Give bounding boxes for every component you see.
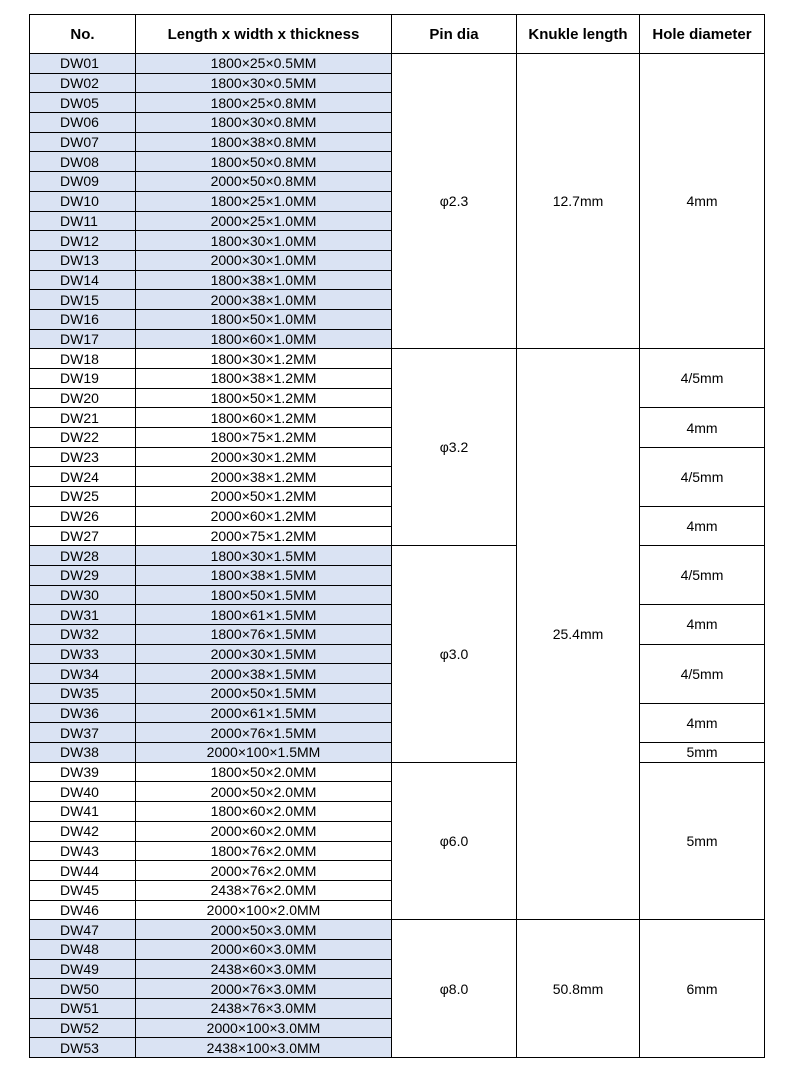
cell-model-no: DW48 [30, 939, 136, 959]
cell-dimensions: 2000×76×2.0MM [136, 861, 392, 881]
cell-model-no: DW35 [30, 684, 136, 704]
cell-dimensions: 1800×38×1.2MM [136, 369, 392, 389]
cell-dimensions: 2438×100×3.0MM [136, 1038, 392, 1058]
cell-dimensions: 2000×50×3.0MM [136, 920, 392, 940]
cell-dimensions: 1800×50×1.0MM [136, 309, 392, 329]
table-row [30, 762, 765, 782]
cell-dimensions: 2000×76×1.5MM [136, 723, 392, 743]
cell-dimensions: 2000×100×1.5MM [136, 743, 392, 763]
cell-model-no: DW37 [30, 723, 136, 743]
cell-dimensions: 1800×38×1.5MM [136, 565, 392, 585]
cell-model-no: DW23 [30, 447, 136, 467]
cell-model-no: DW30 [30, 585, 136, 605]
cell-model-no: DW02 [30, 73, 136, 93]
cell-dimensions: 1800×50×0.8MM [136, 152, 392, 172]
cell-model-no: DW10 [30, 191, 136, 211]
cell-model-no: DW46 [30, 900, 136, 920]
cell-model-no: DW45 [30, 880, 136, 900]
cell-dimensions: 1800×30×0.8MM [136, 113, 392, 133]
cell-hole-diameter: 4mm [640, 408, 765, 447]
header-row [30, 15, 765, 54]
cell-dimensions: 2000×30×1.0MM [136, 250, 392, 270]
cell-hole-diameter: 4/5mm [640, 644, 765, 703]
cell-hole-diameter: 4mm [640, 54, 765, 349]
cell-dimensions: 1800×60×2.0MM [136, 802, 392, 822]
cell-model-no: DW27 [30, 526, 136, 546]
cell-model-no: DW09 [30, 172, 136, 192]
cell-model-no: DW42 [30, 821, 136, 841]
cell-model-no: DW44 [30, 861, 136, 881]
cell-dimensions: 1800×25×1.0MM [136, 191, 392, 211]
cell-dimensions: 1800×38×0.8MM [136, 132, 392, 152]
cell-dimensions: 2000×75×1.2MM [136, 526, 392, 546]
cell-dimensions: 1800×25×0.8MM [136, 93, 392, 113]
cell-dimensions: 1800×76×1.5MM [136, 624, 392, 644]
cell-dimensions: 2000×50×2.0MM [136, 782, 392, 802]
cell-model-no: DW18 [30, 349, 136, 369]
cell-pin-dia: φ6.0 [392, 762, 517, 920]
cell-hole-diameter: 5mm [640, 743, 765, 763]
cell-model-no: DW08 [30, 152, 136, 172]
cell-dimensions: 2000×100×3.0MM [136, 1018, 392, 1038]
cell-model-no: DW28 [30, 546, 136, 566]
cell-dimensions: 1800×30×0.5MM [136, 73, 392, 93]
cell-dimensions: 2000×60×3.0MM [136, 939, 392, 959]
cell-dimensions: 1800×50×1.5MM [136, 585, 392, 605]
cell-model-no: DW19 [30, 369, 136, 389]
cell-dimensions: 2438×60×3.0MM [136, 959, 392, 979]
cell-model-no: DW07 [30, 132, 136, 152]
table-row [30, 920, 765, 940]
cell-model-no: DW20 [30, 388, 136, 408]
cell-dimensions: 2000×60×2.0MM [136, 821, 392, 841]
cell-model-no: DW13 [30, 250, 136, 270]
cell-model-no: DW38 [30, 743, 136, 763]
cell-hole-diameter: 5mm [640, 762, 765, 920]
cell-model-no: DW31 [30, 605, 136, 625]
cell-model-no: DW01 [30, 54, 136, 74]
cell-model-no: DW16 [30, 309, 136, 329]
header-no: No. [30, 15, 136, 54]
header-pin-dia: Pin dia [392, 15, 517, 54]
cell-dimensions: 1800×61×1.5MM [136, 605, 392, 625]
cell-model-no: DW22 [30, 428, 136, 448]
cell-model-no: DW24 [30, 467, 136, 487]
cell-hole-diameter: 4mm [640, 506, 765, 545]
cell-model-no: DW12 [30, 231, 136, 251]
cell-hole-diameter: 4/5mm [640, 546, 765, 605]
cell-model-no: DW06 [30, 113, 136, 133]
cell-pin-dia: φ2.3 [392, 54, 517, 349]
table-body [30, 54, 765, 1058]
cell-knuckle-length: 50.8mm [517, 920, 640, 1058]
cell-dimensions: 2000×30×1.5MM [136, 644, 392, 664]
cell-dimensions: 2000×76×3.0MM [136, 979, 392, 999]
cell-model-no: DW33 [30, 644, 136, 664]
cell-model-no: DW41 [30, 802, 136, 822]
cell-model-no: DW26 [30, 506, 136, 526]
table-row [30, 546, 765, 566]
cell-dimensions: 1800×38×1.0MM [136, 270, 392, 290]
header-dimensions: Length x width x thickness [136, 15, 392, 54]
cell-dimensions: 2000×50×1.2MM [136, 487, 392, 507]
cell-dimensions: 1800×60×1.0MM [136, 329, 392, 349]
cell-model-no: DW11 [30, 211, 136, 231]
cell-model-no: DW39 [30, 762, 136, 782]
table-row [30, 54, 765, 74]
cell-pin-dia: φ3.0 [392, 546, 517, 763]
cell-model-no: DW32 [30, 624, 136, 644]
cell-dimensions: 1800×30×1.0MM [136, 231, 392, 251]
cell-dimensions: 2000×100×2.0MM [136, 900, 392, 920]
cell-model-no: DW49 [30, 959, 136, 979]
cell-model-no: DW50 [30, 979, 136, 999]
table-row [30, 349, 765, 369]
cell-model-no: DW21 [30, 408, 136, 428]
cell-dimensions: 2000×30×1.2MM [136, 447, 392, 467]
cell-dimensions: 1800×50×1.2MM [136, 388, 392, 408]
cell-pin-dia: φ8.0 [392, 920, 517, 1058]
cell-model-no: DW34 [30, 664, 136, 684]
cell-model-no: DW40 [30, 782, 136, 802]
cell-dimensions: 2000×61×1.5MM [136, 703, 392, 723]
header-knuckle-length: Knukle length [517, 15, 640, 54]
cell-model-no: DW43 [30, 841, 136, 861]
cell-model-no: DW36 [30, 703, 136, 723]
cell-pin-dia: φ3.2 [392, 349, 517, 546]
cell-model-no: DW47 [30, 920, 136, 940]
cell-model-no: DW52 [30, 1018, 136, 1038]
cell-dimensions: 1800×30×1.5MM [136, 546, 392, 566]
cell-dimensions: 2000×38×1.5MM [136, 664, 392, 684]
cell-dimensions: 2438×76×2.0MM [136, 880, 392, 900]
cell-hole-diameter: 4/5mm [640, 349, 765, 408]
cell-dimensions: 1800×50×2.0MM [136, 762, 392, 782]
cell-dimensions: 2000×60×1.2MM [136, 506, 392, 526]
cell-hole-diameter: 4mm [640, 703, 765, 742]
cell-model-no: DW15 [30, 290, 136, 310]
cell-dimensions: 1800×75×1.2MM [136, 428, 392, 448]
cell-dimensions: 1800×60×1.2MM [136, 408, 392, 428]
cell-dimensions: 2000×25×1.0MM [136, 211, 392, 231]
cell-hole-diameter: 4mm [640, 605, 765, 644]
cell-model-no: DW14 [30, 270, 136, 290]
cell-dimensions: 1800×25×0.5MM [136, 54, 392, 74]
cell-model-no: DW51 [30, 999, 136, 1019]
cell-hole-diameter: 6mm [640, 920, 765, 1058]
cell-model-no: DW29 [30, 565, 136, 585]
cell-dimensions: 2438×76×3.0MM [136, 999, 392, 1019]
cell-model-no: DW25 [30, 487, 136, 507]
header-hole-diameter: Hole diameter [640, 15, 765, 54]
cell-dimensions: 2000×38×1.2MM [136, 467, 392, 487]
spec-table [29, 14, 765, 1058]
cell-model-no: DW17 [30, 329, 136, 349]
cell-dimensions: 1800×30×1.2MM [136, 349, 392, 369]
cell-hole-diameter: 4/5mm [640, 447, 765, 506]
cell-knuckle-length: 12.7mm [517, 54, 640, 349]
cell-dimensions: 2000×50×0.8MM [136, 172, 392, 192]
cell-knuckle-length: 25.4mm [517, 349, 640, 920]
cell-dimensions: 1800×76×2.0MM [136, 841, 392, 861]
cell-dimensions: 2000×38×1.0MM [136, 290, 392, 310]
cell-model-no: DW53 [30, 1038, 136, 1058]
cell-dimensions: 2000×50×1.5MM [136, 684, 392, 704]
cell-model-no: DW05 [30, 93, 136, 113]
